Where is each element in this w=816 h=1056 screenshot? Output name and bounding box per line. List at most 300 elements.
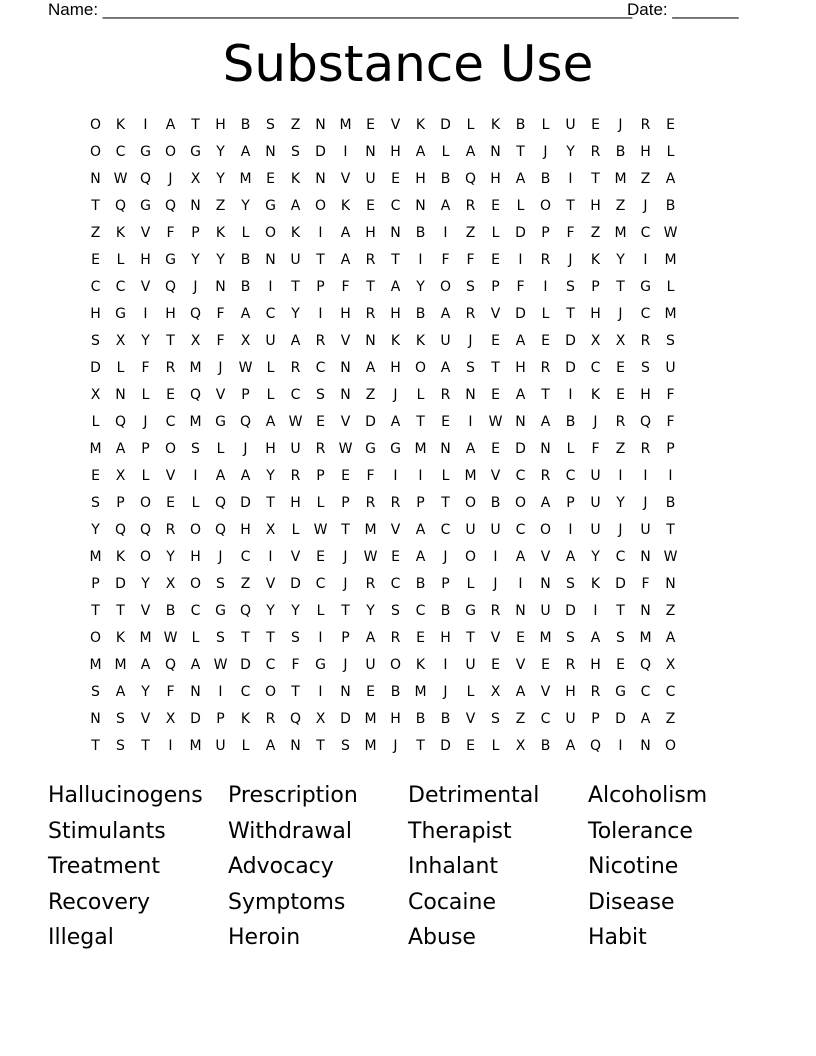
grid-letter[interactable]: C xyxy=(640,684,651,700)
grid-letter[interactable]: R xyxy=(365,576,376,592)
grid-letter[interactable]: N xyxy=(265,252,276,268)
grid-letter[interactable]: K xyxy=(115,549,126,565)
grid-letter[interactable]: H xyxy=(515,360,526,376)
grid-letter[interactable]: G xyxy=(215,603,226,619)
grid-letter[interactable]: H xyxy=(590,198,601,214)
grid-letter[interactable]: R xyxy=(290,468,301,484)
grid-letter[interactable]: A xyxy=(340,252,351,268)
grid-letter[interactable]: U xyxy=(290,252,301,268)
grid-letter[interactable]: X xyxy=(490,684,501,700)
grid-letter[interactable]: K xyxy=(115,117,126,133)
grid-letter[interactable]: A xyxy=(565,738,576,754)
grid-letter[interactable]: C xyxy=(665,684,676,700)
grid-letter[interactable]: O xyxy=(389,657,402,673)
grid-letter[interactable]: F xyxy=(666,414,675,430)
grid-letter[interactable]: C xyxy=(540,711,551,727)
grid-letter[interactable]: I xyxy=(568,387,573,403)
grid-letter[interactable]: Q xyxy=(239,603,252,619)
grid-letter[interactable]: E xyxy=(591,117,600,133)
grid-letter[interactable]: L xyxy=(666,144,675,160)
grid-letter[interactable]: I xyxy=(618,738,623,754)
grid-letter[interactable]: D xyxy=(190,711,201,727)
grid-letter[interactable]: I xyxy=(593,603,598,619)
grid-letter[interactable]: J xyxy=(568,252,573,268)
grid-letter[interactable]: V xyxy=(265,576,276,592)
grid-letter[interactable]: R xyxy=(315,333,326,349)
grid-letter[interactable]: A xyxy=(215,468,226,484)
grid-letter[interactable]: N xyxy=(340,360,351,376)
grid-letter[interactable]: D xyxy=(90,360,101,376)
grid-letter[interactable]: O xyxy=(89,117,102,133)
grid-letter[interactable]: Y xyxy=(216,171,225,187)
grid-letter[interactable]: L xyxy=(266,387,275,403)
grid-letter[interactable]: O xyxy=(664,738,677,754)
grid-letter[interactable]: M xyxy=(139,630,152,646)
grid-letter[interactable]: C xyxy=(390,576,401,592)
grid-letter[interactable]: S xyxy=(91,333,100,349)
grid-letter[interactable]: T xyxy=(266,495,275,511)
grid-letter[interactable]: E xyxy=(466,738,475,754)
grid-letter[interactable]: G xyxy=(215,414,226,430)
grid-letter[interactable]: R xyxy=(365,252,376,268)
grid-letter[interactable]: J xyxy=(618,306,623,322)
grid-letter[interactable]: B xyxy=(415,225,426,241)
grid-letter[interactable]: U xyxy=(465,657,476,673)
grid-letter[interactable]: A xyxy=(415,144,426,160)
grid-letter[interactable]: A xyxy=(540,414,551,430)
grid-letter[interactable]: M xyxy=(89,657,102,673)
grid-letter[interactable]: S xyxy=(491,711,500,727)
grid-letter[interactable]: W xyxy=(663,225,678,241)
grid-letter[interactable]: P xyxy=(316,279,325,295)
grid-letter[interactable]: D xyxy=(240,657,251,673)
grid-letter[interactable]: A xyxy=(515,333,526,349)
grid-letter[interactable]: N xyxy=(340,387,351,403)
grid-letter[interactable]: W xyxy=(488,414,503,430)
grid-letter[interactable]: S xyxy=(566,279,575,295)
grid-letter[interactable]: C xyxy=(115,144,126,160)
grid-letter[interactable]: M xyxy=(189,360,202,376)
grid-letter[interactable]: P xyxy=(591,279,600,295)
grid-letter[interactable]: G xyxy=(365,441,376,457)
grid-letter[interactable]: G xyxy=(465,603,476,619)
grid-letter[interactable]: V xyxy=(540,549,551,565)
grid-letter[interactable]: K xyxy=(290,171,301,187)
grid-letter[interactable]: I xyxy=(518,576,523,592)
grid-letter[interactable]: F xyxy=(216,333,225,349)
grid-letter[interactable]: E xyxy=(316,414,325,430)
grid-letter[interactable]: K xyxy=(115,630,126,646)
grid-letter[interactable]: V xyxy=(140,711,151,727)
grid-letter[interactable]: Y xyxy=(191,252,200,268)
grid-letter[interactable]: G xyxy=(615,684,626,700)
grid-letter[interactable]: K xyxy=(390,333,401,349)
grid-letter[interactable]: V xyxy=(490,468,501,484)
grid-letter[interactable]: I xyxy=(143,306,148,322)
grid-letter[interactable]: H xyxy=(365,225,376,241)
grid-letter[interactable]: E xyxy=(166,495,175,511)
grid-letter[interactable]: T xyxy=(91,738,100,754)
grid-letter[interactable]: P xyxy=(541,225,550,241)
grid-letter[interactable]: Z xyxy=(465,225,476,241)
grid-letter[interactable]: O xyxy=(189,576,202,592)
grid-letter[interactable]: Y xyxy=(241,198,250,214)
grid-letter[interactable]: P xyxy=(591,711,600,727)
grid-letter[interactable]: H xyxy=(90,306,101,322)
grid-letter[interactable]: P xyxy=(91,576,100,592)
grid-letter[interactable]: E xyxy=(316,549,325,565)
grid-letter[interactable]: Y xyxy=(591,549,600,565)
grid-letter[interactable]: R xyxy=(590,684,601,700)
grid-letter[interactable]: H xyxy=(290,495,301,511)
grid-letter[interactable]: O xyxy=(464,549,477,565)
grid-letter[interactable]: J xyxy=(643,495,648,511)
grid-letter[interactable]: L xyxy=(291,522,300,538)
grid-letter[interactable]: R xyxy=(540,252,551,268)
grid-letter[interactable]: I xyxy=(318,306,323,322)
grid-letter[interactable]: Q xyxy=(289,711,302,727)
grid-letter[interactable]: Y xyxy=(416,279,425,295)
grid-letter[interactable]: T xyxy=(291,279,300,295)
grid-letter[interactable]: C xyxy=(90,279,101,295)
grid-letter[interactable]: D xyxy=(515,441,526,457)
grid-letter[interactable]: B xyxy=(665,495,676,511)
grid-letter[interactable]: T xyxy=(266,630,275,646)
grid-letter[interactable]: E xyxy=(441,414,450,430)
grid-letter[interactable]: U xyxy=(440,333,451,349)
grid-letter[interactable]: F xyxy=(291,657,300,673)
grid-letter[interactable]: M xyxy=(614,171,627,187)
grid-letter[interactable]: C xyxy=(290,387,301,403)
grid-letter[interactable]: A xyxy=(265,738,276,754)
grid-letter[interactable]: H xyxy=(390,360,401,376)
grid-letter[interactable]: N xyxy=(290,738,301,754)
grid-letter[interactable]: F xyxy=(141,360,150,376)
grid-letter[interactable]: D xyxy=(515,225,526,241)
grid-letter[interactable]: Z xyxy=(640,171,651,187)
grid-letter[interactable]: J xyxy=(443,684,448,700)
grid-letter[interactable]: R xyxy=(365,495,376,511)
grid-letter[interactable]: M xyxy=(189,738,202,754)
grid-letter[interactable]: S xyxy=(216,630,225,646)
grid-letter[interactable]: H xyxy=(415,171,426,187)
grid-letter[interactable]: Y xyxy=(616,495,625,511)
grid-letter[interactable]: S xyxy=(191,441,200,457)
grid-letter[interactable]: I xyxy=(643,468,648,484)
grid-letter[interactable]: M xyxy=(639,630,652,646)
grid-letter[interactable]: T xyxy=(591,171,600,187)
grid-letter[interactable]: V xyxy=(490,306,501,322)
grid-letter[interactable]: T xyxy=(341,522,350,538)
grid-letter[interactable]: I xyxy=(318,684,323,700)
grid-letter[interactable]: Y xyxy=(141,576,150,592)
grid-letter[interactable]: X xyxy=(515,738,526,754)
grid-letter[interactable]: A xyxy=(365,360,376,376)
grid-letter[interactable]: N xyxy=(490,144,501,160)
grid-letter[interactable]: A xyxy=(240,306,251,322)
grid-letter[interactable]: M xyxy=(414,441,427,457)
grid-letter[interactable]: U xyxy=(465,522,476,538)
grid-letter[interactable]: H xyxy=(390,144,401,160)
grid-letter[interactable]: F xyxy=(166,225,175,241)
grid-letter[interactable]: R xyxy=(265,711,276,727)
grid-letter[interactable]: Z xyxy=(240,576,251,592)
grid-letter[interactable]: U xyxy=(290,441,301,457)
grid-letter[interactable]: X xyxy=(315,711,326,727)
grid-letter[interactable]: L xyxy=(466,117,475,133)
grid-letter[interactable]: P xyxy=(491,279,500,295)
grid-letter[interactable]: N xyxy=(415,198,426,214)
grid-letter[interactable]: Q xyxy=(164,657,177,673)
grid-letter[interactable]: F xyxy=(516,279,525,295)
grid-letter[interactable]: M xyxy=(414,684,427,700)
grid-letter[interactable]: Z xyxy=(615,441,626,457)
grid-letter[interactable]: Z xyxy=(615,198,626,214)
grid-letter[interactable]: I xyxy=(143,117,148,133)
grid-letter[interactable]: R xyxy=(290,360,301,376)
grid-letter[interactable]: G xyxy=(140,144,151,160)
grid-letter[interactable]: R xyxy=(315,441,326,457)
grid-letter[interactable]: G xyxy=(390,441,401,457)
grid-letter[interactable]: B xyxy=(665,198,676,214)
grid-letter[interactable]: H xyxy=(240,522,251,538)
grid-letter[interactable]: X xyxy=(190,333,201,349)
grid-letter[interactable]: A xyxy=(465,441,476,457)
grid-letter[interactable]: N xyxy=(540,576,551,592)
grid-letter[interactable]: A xyxy=(515,549,526,565)
grid-letter[interactable]: W xyxy=(163,630,178,646)
grid-letter[interactable]: R xyxy=(615,414,626,430)
grid-letter[interactable]: I xyxy=(318,225,323,241)
grid-letter[interactable]: T xyxy=(316,252,325,268)
grid-letter[interactable]: J xyxy=(393,387,398,403)
grid-letter[interactable]: A xyxy=(665,171,676,187)
grid-letter[interactable]: T xyxy=(616,279,625,295)
grid-letter[interactable]: G xyxy=(140,198,151,214)
grid-letter[interactable]: J xyxy=(618,522,623,538)
grid-letter[interactable]: S xyxy=(616,630,625,646)
grid-letter[interactable]: O xyxy=(539,522,552,538)
grid-letter[interactable]: R xyxy=(590,144,601,160)
grid-letter[interactable]: O xyxy=(164,144,177,160)
grid-letter[interactable]: L xyxy=(241,738,250,754)
grid-letter[interactable]: J xyxy=(543,144,548,160)
grid-letter[interactable]: M xyxy=(89,441,102,457)
grid-letter[interactable]: N xyxy=(390,225,401,241)
grid-letter[interactable]: B xyxy=(240,252,251,268)
grid-letter[interactable]: A xyxy=(565,549,576,565)
grid-letter[interactable]: T xyxy=(566,198,575,214)
grid-letter[interactable]: H xyxy=(590,306,601,322)
grid-letter[interactable]: A xyxy=(440,360,451,376)
grid-letter[interactable]: E xyxy=(91,252,100,268)
grid-letter[interactable]: O xyxy=(89,144,102,160)
grid-letter[interactable]: O xyxy=(139,549,152,565)
grid-letter[interactable]: Z xyxy=(215,198,226,214)
grid-letter[interactable]: M xyxy=(664,252,677,268)
grid-letter[interactable]: Q xyxy=(239,414,252,430)
grid-letter[interactable]: J xyxy=(343,576,348,592)
grid-letter[interactable]: B xyxy=(615,144,626,160)
grid-letter[interactable]: M xyxy=(364,711,377,727)
grid-letter[interactable]: N xyxy=(365,144,376,160)
grid-letter[interactable]: Q xyxy=(639,414,652,430)
grid-letter[interactable]: Y xyxy=(566,144,575,160)
grid-letter[interactable]: A xyxy=(340,225,351,241)
grid-letter[interactable]: N xyxy=(90,171,101,187)
grid-letter[interactable]: X xyxy=(190,171,201,187)
grid-letter[interactable]: F xyxy=(216,306,225,322)
grid-letter[interactable]: N xyxy=(115,387,126,403)
grid-letter[interactable]: N xyxy=(265,144,276,160)
grid-letter[interactable]: E xyxy=(491,252,500,268)
grid-letter[interactable]: Q xyxy=(189,387,202,403)
grid-letter[interactable]: A xyxy=(390,414,401,430)
grid-letter[interactable]: H xyxy=(190,549,201,565)
grid-letter[interactable]: A xyxy=(640,711,651,727)
grid-letter[interactable]: O xyxy=(464,495,477,511)
grid-letter[interactable]: J xyxy=(243,441,248,457)
grid-letter[interactable]: S xyxy=(391,603,400,619)
grid-letter[interactable]: C xyxy=(115,279,126,295)
grid-letter[interactable]: L xyxy=(91,414,100,430)
grid-letter[interactable]: E xyxy=(491,657,500,673)
grid-letter[interactable]: W xyxy=(338,441,353,457)
grid-letter[interactable]: R xyxy=(640,117,651,133)
grid-letter[interactable]: E xyxy=(266,171,275,187)
grid-letter[interactable]: B xyxy=(415,576,426,592)
grid-letter[interactable]: Q xyxy=(589,738,602,754)
grid-letter[interactable]: H xyxy=(640,387,651,403)
grid-letter[interactable]: T xyxy=(616,603,625,619)
grid-letter[interactable]: E xyxy=(616,360,625,376)
grid-letter[interactable]: J xyxy=(168,171,173,187)
grid-letter[interactable]: H xyxy=(490,171,501,187)
grid-letter[interactable]: P xyxy=(316,468,325,484)
grid-letter[interactable]: X xyxy=(115,468,126,484)
grid-letter[interactable]: J xyxy=(218,549,223,565)
grid-letter[interactable]: L xyxy=(141,468,150,484)
grid-letter[interactable]: K xyxy=(415,333,426,349)
grid-letter[interactable]: C xyxy=(265,657,276,673)
grid-letter[interactable]: U xyxy=(665,360,676,376)
grid-letter[interactable]: V xyxy=(390,117,401,133)
grid-letter[interactable]: L xyxy=(241,225,250,241)
grid-letter[interactable]: M xyxy=(364,522,377,538)
grid-letter[interactable]: M xyxy=(364,738,377,754)
grid-letter[interactable]: D xyxy=(290,576,301,592)
grid-letter[interactable]: C xyxy=(390,198,401,214)
grid-letter[interactable]: T xyxy=(666,522,675,538)
grid-letter[interactable]: R xyxy=(465,198,476,214)
grid-letter[interactable]: A xyxy=(665,630,676,646)
grid-letter[interactable]: W xyxy=(288,414,303,430)
grid-letter[interactable]: P xyxy=(666,441,675,457)
grid-letter[interactable]: H xyxy=(215,117,226,133)
grid-letter[interactable]: J xyxy=(593,414,598,430)
grid-letter[interactable]: S xyxy=(91,495,100,511)
grid-letter[interactable]: I xyxy=(168,738,173,754)
grid-letter[interactable]: T xyxy=(366,279,375,295)
grid-letter[interactable]: E xyxy=(166,387,175,403)
grid-letter[interactable]: I xyxy=(418,252,423,268)
grid-letter[interactable]: V xyxy=(340,414,351,430)
grid-letter[interactable]: Y xyxy=(291,603,300,619)
grid-letter[interactable]: O xyxy=(264,684,277,700)
grid-letter[interactable]: J xyxy=(193,279,198,295)
grid-letter[interactable]: X xyxy=(240,333,251,349)
grid-letter[interactable]: I xyxy=(268,549,273,565)
grid-letter[interactable]: I xyxy=(268,279,273,295)
grid-letter[interactable]: L xyxy=(491,225,500,241)
grid-letter[interactable]: W xyxy=(313,522,328,538)
grid-letter[interactable]: Y xyxy=(616,252,625,268)
grid-letter[interactable]: P xyxy=(441,576,450,592)
grid-letter[interactable]: R xyxy=(165,522,176,538)
grid-letter[interactable]: S xyxy=(116,711,125,727)
grid-letter[interactable]: D xyxy=(315,144,326,160)
grid-letter[interactable]: I xyxy=(643,252,648,268)
grid-letter[interactable]: A xyxy=(515,387,526,403)
grid-letter[interactable]: K xyxy=(340,198,351,214)
grid-letter[interactable]: D xyxy=(565,603,576,619)
grid-letter[interactable]: N xyxy=(665,576,676,592)
grid-letter[interactable]: R xyxy=(390,630,401,646)
grid-letter[interactable]: T xyxy=(416,414,425,430)
grid-letter[interactable]: E xyxy=(541,333,550,349)
grid-letter[interactable]: A xyxy=(440,198,451,214)
grid-letter[interactable]: G xyxy=(190,144,201,160)
grid-letter[interactable]: W xyxy=(663,549,678,565)
grid-letter[interactable]: T xyxy=(316,738,325,754)
grid-letter[interactable]: L xyxy=(316,495,325,511)
grid-letter[interactable]: A xyxy=(390,279,401,295)
grid-letter[interactable]: K xyxy=(590,252,601,268)
grid-letter[interactable]: W xyxy=(213,657,228,673)
grid-letter[interactable]: J xyxy=(218,360,223,376)
grid-letter[interactable]: B xyxy=(515,117,526,133)
grid-letter[interactable]: O xyxy=(314,198,327,214)
grid-letter[interactable]: D xyxy=(515,306,526,322)
grid-letter[interactable]: L xyxy=(191,495,200,511)
grid-letter[interactable]: G xyxy=(115,306,126,322)
grid-letter[interactable]: P xyxy=(116,495,125,511)
grid-letter[interactable]: Z xyxy=(665,711,676,727)
grid-letter[interactable]: R xyxy=(540,468,551,484)
grid-letter[interactable]: D xyxy=(115,576,126,592)
grid-letter[interactable]: H xyxy=(640,144,651,160)
grid-letter[interactable]: E xyxy=(491,387,500,403)
grid-letter[interactable]: O xyxy=(439,279,452,295)
grid-letter[interactable]: B xyxy=(540,171,551,187)
grid-letter[interactable]: O xyxy=(164,441,177,457)
grid-letter[interactable]: P xyxy=(241,387,250,403)
grid-letter[interactable]: T xyxy=(566,306,575,322)
grid-letter[interactable]: X xyxy=(615,333,626,349)
grid-letter[interactable]: V xyxy=(515,657,526,673)
grid-letter[interactable]: B xyxy=(240,279,251,295)
grid-letter[interactable]: F xyxy=(366,468,375,484)
grid-letter[interactable]: J xyxy=(393,738,398,754)
grid-letter[interactable]: E xyxy=(391,171,400,187)
grid-letter[interactable]: O xyxy=(514,495,527,511)
grid-letter[interactable]: M xyxy=(664,306,677,322)
grid-letter[interactable]: K xyxy=(415,117,426,133)
grid-letter[interactable]: T xyxy=(516,144,525,160)
grid-letter[interactable]: M xyxy=(614,225,627,241)
grid-letter[interactable]: U xyxy=(590,495,601,511)
grid-letter[interactable]: S xyxy=(566,576,575,592)
